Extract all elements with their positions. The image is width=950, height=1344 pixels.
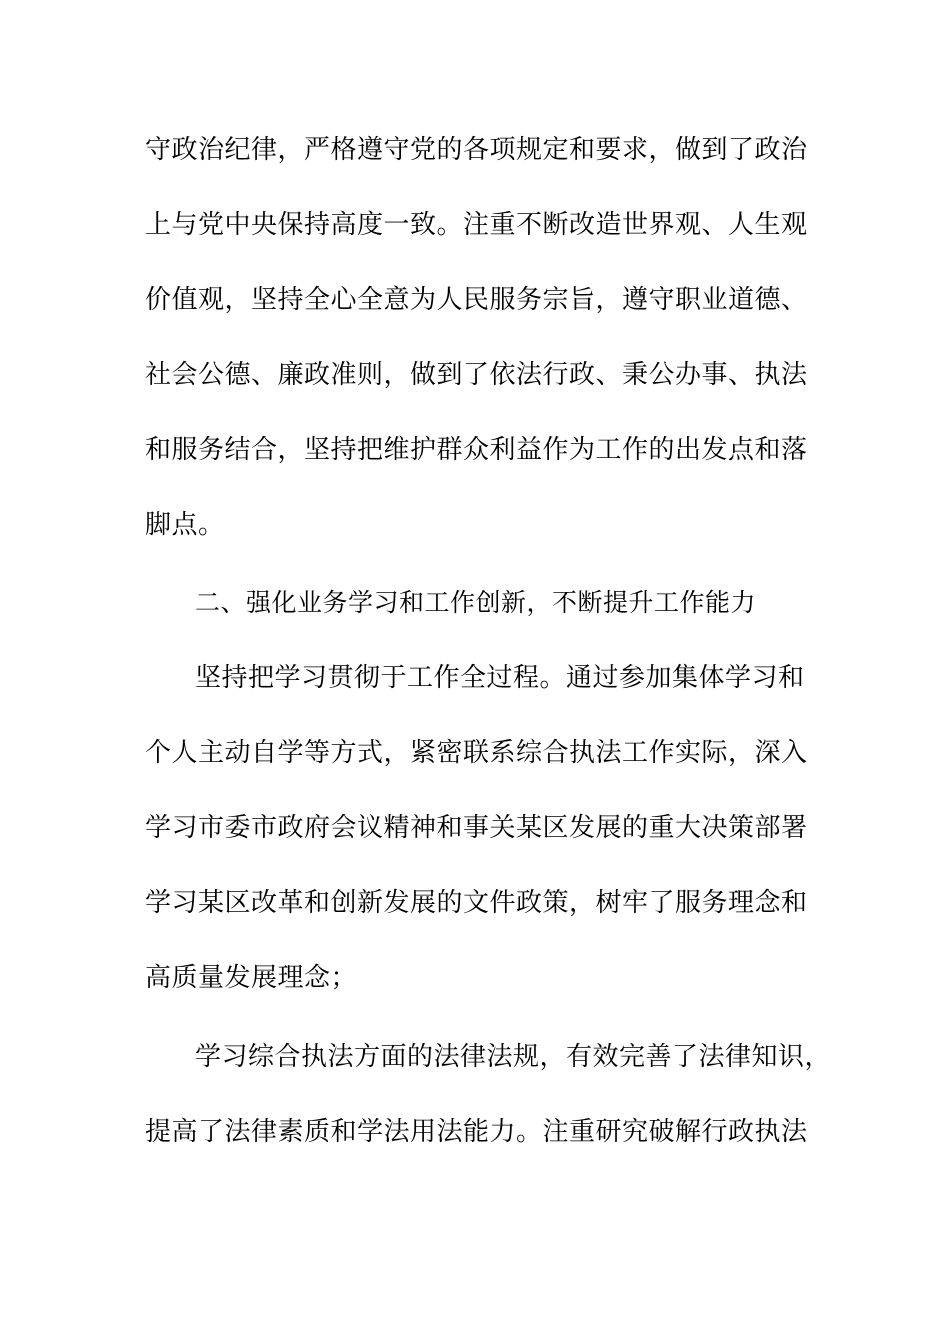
text-line: 和服务结合，坚持把维护群众利益作为工作的出发点和落	[145, 435, 808, 465]
text-line: 学习某区改革和创新发展的文件政策，树牢了服务理念和	[145, 888, 808, 918]
text-line: 上与党中央保持高度一致。注重不断改造世界观、人生观	[145, 210, 808, 240]
text-line: 社会公德、廉政准则，做到了依法行政、秉公办事、执法	[145, 360, 808, 390]
text-line: 个人主动自学等方式，紧密联系综合执法工作实际，深入	[145, 738, 808, 768]
section-heading: 二、强化业务学习和工作创新，不断提升工作能力	[195, 588, 757, 617]
text-line: 价值观，坚持全心全意为人民服务宗旨，遵守职业道德、	[145, 285, 808, 315]
paragraph-first-line: 坚持把学习贯彻于工作全过程。通过参加集体学习和	[195, 663, 805, 693]
text-line: 学习市委市政府会议精神和事关某区发展的重大决策部署	[145, 813, 808, 843]
paragraph-first-line: 学习综合执法方面的法律法规，有效完善了法律知识，	[195, 1042, 832, 1072]
text-line: 守政治纪律，严格遵守党的各项规定和要求，做到了政治	[145, 135, 808, 165]
text-line: 脚点。	[145, 510, 225, 540]
text-line: 提高了法律素质和学法用法能力。注重研究破解行政执法	[145, 1117, 808, 1147]
text-line: 高质量发展理念；	[145, 963, 358, 993]
